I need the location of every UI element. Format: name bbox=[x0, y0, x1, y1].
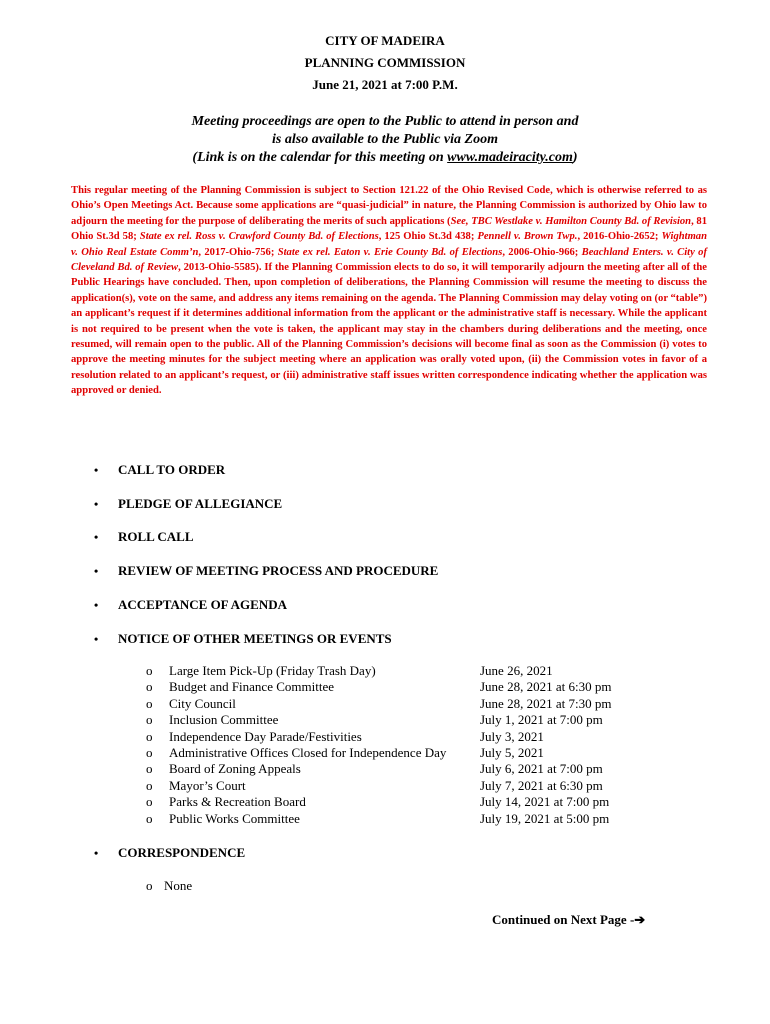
document-header bbox=[0, 30, 770, 96]
notice-line-1: Meeting proceedings are open to the Public to attend in person and bbox=[191, 114, 579, 129]
event-date: July 1, 2021 at 7:00 pm bbox=[480, 712, 603, 728]
case-citation: State ex rel. Eaton v. Erie County Bd. of Elections bbox=[277, 246, 503, 258]
agenda-item-roll-call bbox=[94, 527, 194, 547]
event-name: Large Item Pick-Up (Friday Trash Day) bbox=[169, 663, 376, 678]
bullet-icon: • bbox=[94, 463, 99, 477]
right-arrow-icon: ➔ bbox=[634, 912, 646, 927]
sub-bullet-icon: o bbox=[146, 679, 153, 695]
event-name: Board of Zoning Appeals bbox=[169, 761, 301, 777]
bullet-icon: • bbox=[94, 497, 99, 511]
agenda-item-label: ROLL CALL bbox=[118, 529, 194, 544]
event-date: July 3, 2021 bbox=[480, 728, 544, 744]
agenda-item-notice-of-events bbox=[94, 629, 392, 649]
event-row bbox=[146, 778, 646, 794]
continued-next-page bbox=[492, 911, 645, 929]
event-row bbox=[146, 811, 646, 827]
commission-name: PLANNING COMMISSION bbox=[304, 55, 466, 70]
event-name: Inclusion Committee bbox=[169, 712, 279, 728]
agenda-item-label: CORRESPONDENCE bbox=[118, 845, 246, 860]
disclaimer-text: , 125 Ohio St.3d 438; bbox=[378, 231, 478, 243]
correspondence-label: None bbox=[164, 878, 193, 893]
event-name: Budget and Finance Committee bbox=[169, 679, 334, 695]
agenda-item-label: NOTICE OF OTHER MEETINGS OR EVENTS bbox=[118, 631, 392, 646]
event-name: Public Works Committee bbox=[169, 810, 300, 826]
event-row bbox=[146, 679, 646, 695]
disclaimer-text: , 81 Ohio St.3d 58; bbox=[71, 215, 708, 243]
case-citation: Wightman v. Ohio Real Estate Comm’n bbox=[71, 231, 707, 258]
sub-bullet-icon: o bbox=[146, 878, 153, 893]
event-name: City Council bbox=[169, 695, 236, 711]
event-date: June 26, 2021 bbox=[480, 663, 553, 678]
event-row bbox=[146, 745, 646, 761]
sub-bullet-icon: o bbox=[146, 794, 153, 810]
event-row bbox=[146, 729, 646, 745]
event-row bbox=[146, 794, 646, 810]
bullet-icon: • bbox=[94, 564, 99, 578]
disclaimer-text: This regular meeting of the Planning Commission is subject to Section 121.22 of the Ohio Revised Code, which is otherwise referred to as Ohio’s Open Meetings Act. Because some applications are “quasi-judicial” in nature, the Planning Commission is authorized by Ohio law to adjourn the meeting for the purpose of deliberating the merits of such applications ( bbox=[71, 185, 707, 227]
public-attendance-notice bbox=[0, 113, 770, 167]
case-citation: Pennell v. Brown Twp. bbox=[477, 231, 578, 243]
city-name: CITY OF MADEIRA bbox=[325, 33, 445, 48]
agenda-item-label: REVIEW OF MEETING PROCESS AND PROCEDURE bbox=[118, 563, 439, 578]
notice-line-3-prefix: (Link is on the calendar for this meeting on bbox=[192, 150, 448, 165]
notice-line-3-suffix: ) bbox=[572, 150, 578, 165]
sub-bullet-icon: o bbox=[146, 810, 153, 826]
bullet-icon: • bbox=[94, 598, 99, 612]
sub-bullet-icon: o bbox=[146, 777, 153, 793]
agenda-item-review-process bbox=[94, 561, 438, 581]
disclaimer-text: , 2006-Ohio-966; bbox=[502, 246, 582, 258]
case-citation: Beachland Enters. v. City of Cleveland Bd. of Review bbox=[71, 246, 707, 274]
sub-bullet-icon: o bbox=[146, 728, 153, 744]
bullet-icon: • bbox=[94, 632, 99, 646]
event-date: July 14, 2021 at 7:00 pm bbox=[480, 794, 610, 810]
case-citation: See, TBC Westlake v. Hamilton County Bd. of Revision bbox=[450, 215, 692, 227]
event-row bbox=[146, 663, 646, 679]
case-citation: State ex rel. Ross v. Crawford County Bd. of Elections bbox=[139, 231, 379, 243]
agenda-item-pledge bbox=[94, 494, 282, 514]
event-date: June 28, 2021 at 6:30 pm bbox=[480, 679, 612, 695]
agenda-item-call-to-order bbox=[94, 460, 225, 480]
agenda-item-label: CALL TO ORDER bbox=[118, 462, 226, 477]
meeting-date: June 21, 2021 at 7:00 P.M. bbox=[312, 77, 458, 92]
quasi-judicial-disclaimer bbox=[71, 183, 707, 399]
event-date: June 28, 2021 at 7:30 pm bbox=[480, 695, 612, 711]
bullet-icon: • bbox=[94, 846, 99, 860]
agenda-item-label: ACCEPTANCE OF AGENDA bbox=[118, 597, 288, 612]
sub-bullet-icon: o bbox=[146, 663, 153, 678]
event-date: July 7, 2021 at 6:30 pm bbox=[480, 777, 603, 793]
sub-bullet-icon: o bbox=[146, 761, 153, 777]
event-date: July 19, 2021 at 5:00 pm bbox=[480, 810, 610, 826]
event-date: July 5, 2021 bbox=[480, 745, 544, 760]
disclaimer-text: , 2016-Ohio-2652; bbox=[577, 231, 662, 243]
disclaimer-text: , 2017-Ohio-756; bbox=[198, 246, 278, 258]
event-name: Administrative Offices Closed for Independence Day bbox=[169, 745, 447, 760]
sub-bullet-icon: o bbox=[146, 712, 153, 728]
website-link[interactable]: www.madeiracity.com bbox=[447, 150, 573, 165]
notice-line-3 bbox=[0, 149, 770, 167]
sub-bullet-icon: o bbox=[146, 695, 153, 711]
disclaimer-text: , 2013-Ohio-5585). If the Planning Commission elects to do so, it will temporarily adjourn the meeting after all of the Public Hearings have concluded. Then, upon completion of deliberations, the Planning Commission will resume the meeting to discuss the application(s), vote on the same, and address any items remaining on the agenda. The Planning Commission may delay voting on (or “table”) an applicant’s request if it determines additional information from the applicant or the administrative staff is necessary. While the applicant is not required to be present when the vote is taken, the applicant may stay in the chambers during deliberations and the meeting, once resumed, will remain open to the public. All of the Planning Commission’s decisions will become final as soon as the Commission (i) votes to approve the meeting minutes for the subject meeting where an application was orally voted upon, (ii) the Commission votes in favor of a resolution related to an applicant’s request, or (iii) administrative staff issues written correspondence indicating whether the application was approved or denied. bbox=[71, 262, 707, 397]
bullet-icon: • bbox=[94, 530, 99, 544]
agenda-item-label: PLEDGE OF ALLEGIANCE bbox=[118, 496, 283, 511]
event-row bbox=[146, 696, 646, 712]
agenda-item-acceptance bbox=[94, 595, 287, 615]
sub-bullet-icon: o bbox=[146, 745, 153, 760]
continued-label: Continued on Next Page - bbox=[492, 912, 635, 927]
notice-line-2: is also available to the Public via Zoom bbox=[272, 132, 498, 147]
event-date: July 6, 2021 at 7:00 pm bbox=[480, 761, 603, 777]
event-row bbox=[146, 761, 646, 777]
event-name: Independence Day Parade/Festivities bbox=[169, 728, 362, 744]
agenda-item-correspondence bbox=[94, 843, 245, 863]
correspondence-item bbox=[146, 877, 192, 895]
event-name: Mayor’s Court bbox=[169, 777, 246, 793]
event-name: Parks & Recreation Board bbox=[169, 794, 306, 810]
event-row bbox=[146, 712, 646, 728]
